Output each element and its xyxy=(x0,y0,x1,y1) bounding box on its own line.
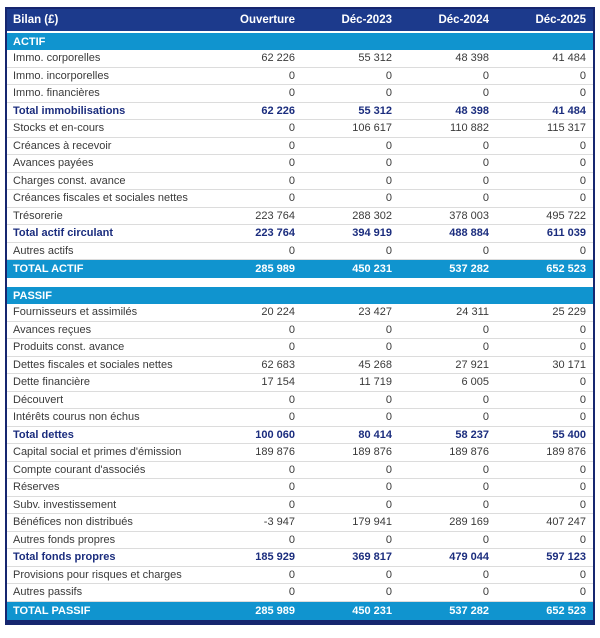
cell-value: 479 044 xyxy=(449,551,489,564)
row-label: Avances payées xyxy=(13,157,94,170)
cell-value: 0 xyxy=(288,463,295,476)
total-label: TOTAL PASSIF xyxy=(13,604,91,617)
column-header-dec-2025: Déc-2025 xyxy=(535,14,586,26)
cell-value: 0 xyxy=(482,481,489,494)
cell-value: 0 xyxy=(579,69,586,82)
table-row xyxy=(7,409,593,427)
table-row xyxy=(7,85,593,103)
cell-value: 11 719 xyxy=(359,376,392,389)
cell-value: 189 876 xyxy=(255,446,295,459)
total-value: 652 523 xyxy=(546,604,586,617)
cell-value: 0 xyxy=(288,244,295,257)
cell-value: 0 xyxy=(579,411,586,424)
total-value: 537 282 xyxy=(449,604,489,617)
cell-value: 0 xyxy=(482,323,489,336)
section-header-passif xyxy=(7,287,593,304)
cell-value: 62 683 xyxy=(261,358,295,371)
cell-value: 0 xyxy=(288,69,295,82)
cell-value: 0 xyxy=(385,192,392,205)
cell-value: 223 764 xyxy=(255,227,295,240)
cell-value: 0 xyxy=(385,411,392,424)
cell-value: 0 xyxy=(288,411,295,424)
cell-value: 80 414 xyxy=(358,428,392,441)
cell-value: 189 876 xyxy=(546,446,586,459)
cell-value: 0 xyxy=(579,498,586,511)
subtotal-row xyxy=(7,225,593,243)
cell-value: 0 xyxy=(385,463,392,476)
cell-value: 0 xyxy=(579,463,586,476)
cell-value: 289 169 xyxy=(449,516,489,529)
row-label: Trésorerie xyxy=(13,209,63,222)
row-label: Compte courant d'associés xyxy=(13,463,146,476)
column-header-ouverture: Ouverture xyxy=(240,14,295,26)
row-label: Autres passifs xyxy=(13,586,83,599)
cell-value: -3 947 xyxy=(263,516,295,529)
cell-value: 179 941 xyxy=(352,516,392,529)
row-label: Autres actifs xyxy=(13,244,74,257)
total-value: 450 231 xyxy=(352,604,392,617)
cell-value: 0 xyxy=(579,139,586,152)
cell-value: 0 xyxy=(579,376,586,389)
row-label: Découvert xyxy=(13,393,64,406)
cell-value: 115 317 xyxy=(547,122,586,135)
cell-value: 0 xyxy=(288,533,295,546)
cell-value: 0 xyxy=(482,341,489,354)
cell-value: 189 876 xyxy=(449,446,489,459)
cell-value: 0 xyxy=(482,411,489,424)
cell-value: 185 929 xyxy=(255,551,295,564)
cell-value: 0 xyxy=(482,393,489,406)
cell-value: 106 617 xyxy=(352,122,392,135)
cell-value: 369 817 xyxy=(352,551,392,564)
cell-value: 0 xyxy=(385,174,392,187)
table-row xyxy=(7,497,593,515)
table-row xyxy=(7,462,593,480)
cell-value: 495 722 xyxy=(546,209,586,222)
row-label: Immo. incorporelles xyxy=(13,69,109,82)
cell-value: 0 xyxy=(385,586,392,599)
table-header-row xyxy=(7,9,593,31)
cell-value: 41 484 xyxy=(552,104,586,117)
cell-value: 6 005 xyxy=(461,376,489,389)
cell-value: 0 xyxy=(385,244,392,257)
table-row xyxy=(7,173,593,191)
balance-sheet-table xyxy=(5,7,595,625)
section-title: ACTIF xyxy=(13,35,46,48)
cell-value: 55 400 xyxy=(552,428,586,441)
row-label: Dette financière xyxy=(13,376,91,389)
cell-value: 0 xyxy=(288,157,295,170)
cell-value: 0 xyxy=(385,481,392,494)
cell-value: 0 xyxy=(579,244,586,257)
cell-value: 0 xyxy=(288,323,295,336)
table-row xyxy=(7,50,593,68)
row-label: Total dettes xyxy=(13,428,74,441)
cell-value: 0 xyxy=(385,87,392,100)
cell-value: 30 171 xyxy=(552,358,586,371)
cell-value: 100 060 xyxy=(255,428,295,441)
cell-value: 0 xyxy=(288,87,295,100)
table-row xyxy=(7,243,593,261)
cell-value: 0 xyxy=(579,533,586,546)
table-row xyxy=(7,155,593,173)
cell-value: 0 xyxy=(385,139,392,152)
cell-value: 0 xyxy=(579,568,586,581)
row-label: Total actif circulant xyxy=(13,227,114,240)
total-value: 652 523 xyxy=(546,263,586,275)
cell-value: 55 312 xyxy=(358,104,392,117)
table-row xyxy=(7,392,593,410)
table-row xyxy=(7,68,593,86)
cell-value: 0 xyxy=(579,87,586,100)
row-label: Autres fonds propres xyxy=(13,533,116,546)
table-row xyxy=(7,374,593,392)
table-row xyxy=(7,138,593,156)
cell-value: 0 xyxy=(288,174,295,187)
subtotal-row xyxy=(7,103,593,121)
cell-value: 27 921 xyxy=(455,358,489,371)
cell-value: 0 xyxy=(482,533,489,546)
cell-value: 0 xyxy=(482,463,489,476)
cell-value: 110 882 xyxy=(450,122,489,135)
cell-value: 23 427 xyxy=(358,306,392,319)
cell-value: 0 xyxy=(579,393,586,406)
cell-value: 597 123 xyxy=(546,551,586,564)
row-label: Immo. corporelles xyxy=(13,52,101,65)
cell-value: 20 224 xyxy=(261,306,295,319)
row-label: Total immobilisations xyxy=(13,104,126,117)
table-row xyxy=(7,567,593,585)
cell-value: 17 154 xyxy=(261,376,295,389)
cell-value: 0 xyxy=(579,341,586,354)
row-label: Total fonds propres xyxy=(13,551,116,564)
total-value: 450 231 xyxy=(352,263,392,275)
row-label: Immo. financières xyxy=(13,87,100,100)
section-title: PASSIF xyxy=(13,289,52,302)
table-row xyxy=(7,584,593,602)
table-row xyxy=(7,304,593,322)
cell-value: 24 311 xyxy=(456,306,489,319)
row-label: Charges const. avance xyxy=(13,174,126,187)
cell-value: 0 xyxy=(579,323,586,336)
cell-value: 0 xyxy=(385,533,392,546)
cell-value: 0 xyxy=(385,393,392,406)
cell-value: 62 226 xyxy=(261,104,295,117)
cell-value: 48 398 xyxy=(455,104,489,117)
total-row-passif xyxy=(7,602,593,620)
cell-value: 611 039 xyxy=(546,227,586,240)
cell-value: 0 xyxy=(288,568,295,581)
row-label: Fournisseurs et assimilés xyxy=(13,306,138,319)
cell-value: 0 xyxy=(385,69,392,82)
cell-value: 0 xyxy=(579,481,586,494)
subtotal-row xyxy=(7,549,593,567)
cell-value: 48 398 xyxy=(455,52,489,65)
cell-value: 58 237 xyxy=(455,428,489,441)
total-row-actif xyxy=(7,260,593,278)
cell-value: 0 xyxy=(385,323,392,336)
cell-value: 0 xyxy=(579,192,586,205)
cell-value: 0 xyxy=(579,157,586,170)
total-value: 537 282 xyxy=(449,263,489,275)
cell-value: 223 764 xyxy=(255,209,295,222)
cell-value: 0 xyxy=(482,568,489,581)
table-row xyxy=(7,322,593,340)
row-label: Créances fiscales et sociales nettes xyxy=(13,192,188,205)
total-value: 285 989 xyxy=(255,604,295,617)
cell-value: 0 xyxy=(482,244,489,257)
cell-value: 394 919 xyxy=(352,227,392,240)
cell-value: 0 xyxy=(385,568,392,581)
table-row xyxy=(7,190,593,208)
cell-value: 0 xyxy=(385,341,392,354)
cell-value: 0 xyxy=(482,69,489,82)
row-label: Intérêts courus non échus xyxy=(13,411,140,424)
section-header-actif xyxy=(7,33,593,50)
cell-value: 189 876 xyxy=(352,446,392,459)
cell-value: 0 xyxy=(288,122,295,135)
row-label: Bénéfices non distribués xyxy=(13,516,133,529)
cell-value: 62 226 xyxy=(261,52,295,65)
cell-value: 45 268 xyxy=(358,358,392,371)
cell-value: 0 xyxy=(482,192,489,205)
cell-value: 0 xyxy=(288,481,295,494)
cell-value: 288 302 xyxy=(352,209,392,222)
table-body xyxy=(7,33,593,620)
row-label: Capital social et primes d'émission xyxy=(13,446,182,459)
table-row xyxy=(7,514,593,532)
row-label: Produits const. avance xyxy=(13,341,125,354)
table-row xyxy=(7,120,593,138)
cell-value: 0 xyxy=(288,586,295,599)
cell-value: 0 xyxy=(288,341,295,354)
cell-value: 407 247 xyxy=(546,516,586,529)
cell-value: 488 884 xyxy=(449,227,489,240)
cell-value: 0 xyxy=(482,157,489,170)
column-header-dec-2024: Déc-2024 xyxy=(438,14,489,26)
table-row xyxy=(7,444,593,462)
cell-value: 0 xyxy=(385,157,392,170)
cell-value: 378 003 xyxy=(449,209,489,222)
table-row xyxy=(7,357,593,375)
table-title: Bilan (£) xyxy=(13,14,59,26)
cell-value: 0 xyxy=(288,498,295,511)
table-row xyxy=(7,339,593,357)
column-header-dec-2023: Déc-2023 xyxy=(341,14,392,26)
cell-value: 41 484 xyxy=(552,52,586,65)
cell-value: 0 xyxy=(385,498,392,511)
table-row xyxy=(7,208,593,226)
cell-value: 0 xyxy=(288,192,295,205)
cell-value: 0 xyxy=(482,174,489,187)
row-label: Créances à recevoir xyxy=(13,139,112,152)
row-label: Subv. investissement xyxy=(13,498,117,511)
total-value: 285 989 xyxy=(255,263,295,275)
total-label: TOTAL ACTIF xyxy=(13,263,84,275)
row-label: Dettes fiscales et sociales nettes xyxy=(13,358,173,371)
cell-value: 0 xyxy=(579,586,586,599)
cell-value: 0 xyxy=(288,393,295,406)
cell-value: 0 xyxy=(288,139,295,152)
cell-value: 0 xyxy=(482,139,489,152)
cell-value: 0 xyxy=(482,498,489,511)
cell-value: 0 xyxy=(482,87,489,100)
section-gap xyxy=(7,278,593,287)
subtotal-row xyxy=(7,427,593,445)
row-label: Provisions pour risques et charges xyxy=(13,568,182,581)
row-label: Stocks et en-cours xyxy=(13,122,105,135)
table-row xyxy=(7,532,593,550)
cell-value: 0 xyxy=(482,586,489,599)
cell-value: 0 xyxy=(579,174,586,187)
row-label: Avances reçues xyxy=(13,323,92,336)
table-row xyxy=(7,479,593,497)
cell-value: 25 229 xyxy=(552,306,586,319)
row-label: Réserves xyxy=(13,481,60,494)
cell-value: 55 312 xyxy=(358,52,392,65)
